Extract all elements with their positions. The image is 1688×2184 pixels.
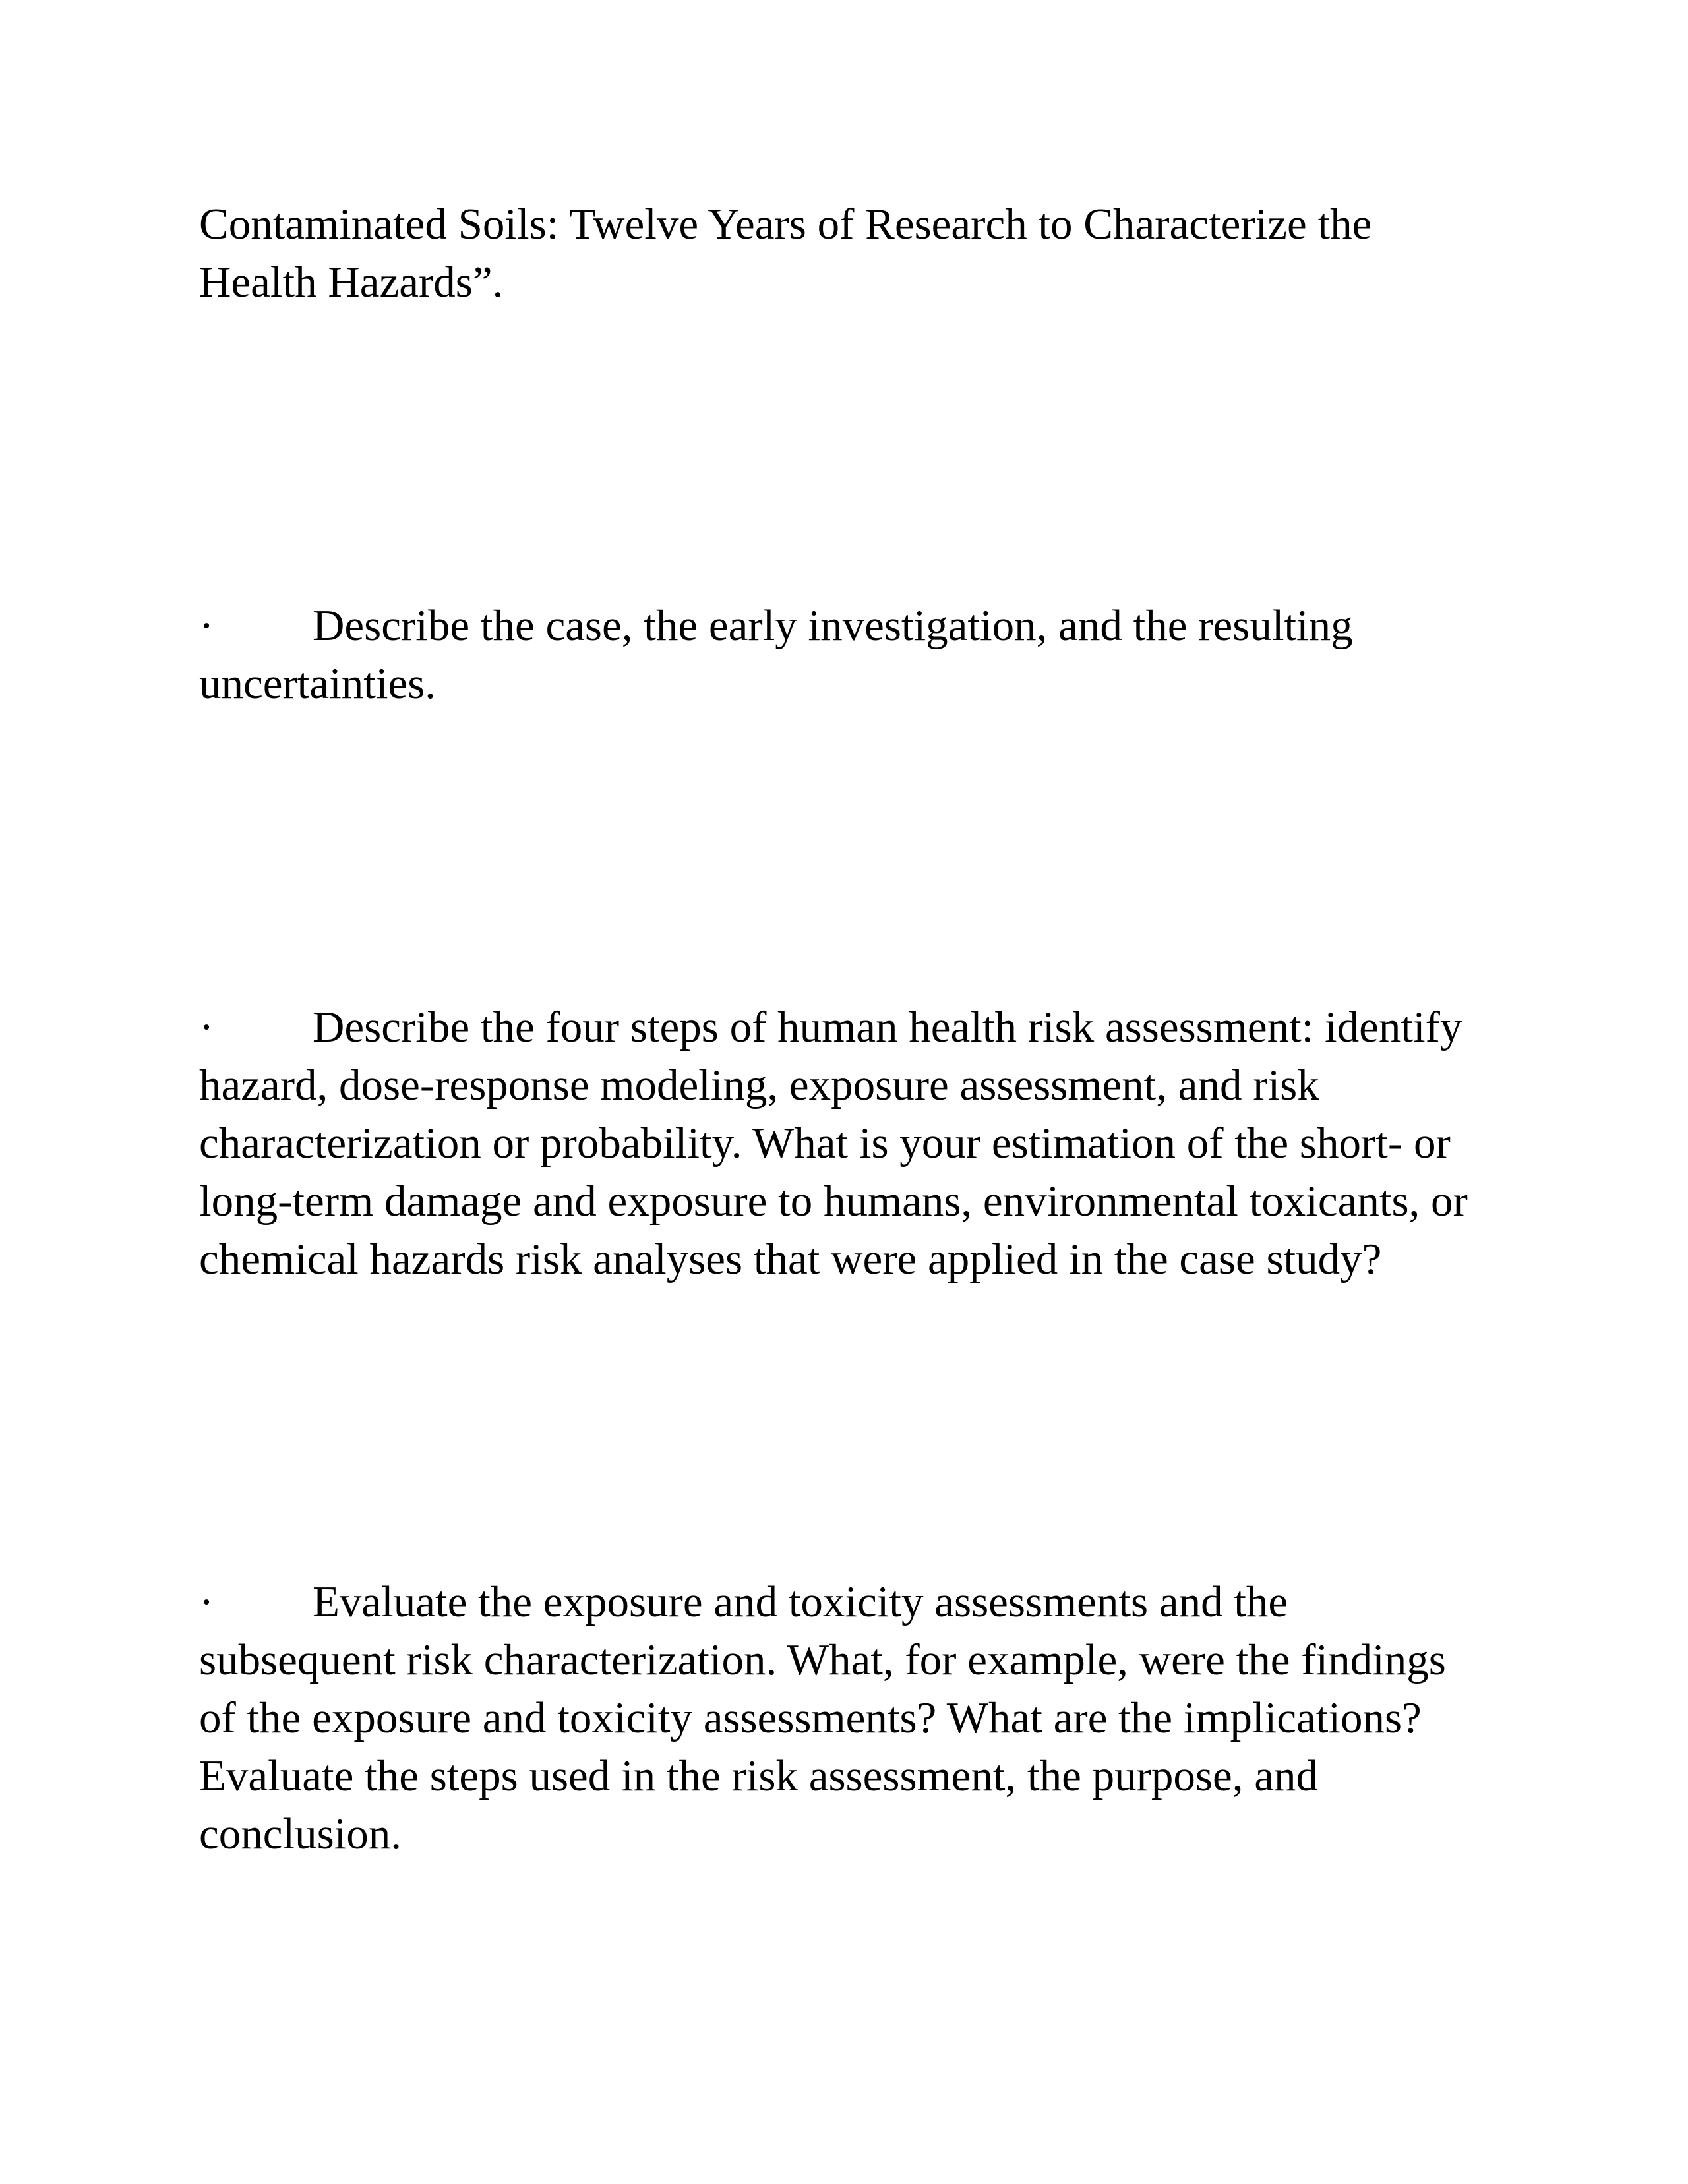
bullet-dot: · [199,601,214,650]
paragraph-line-first [199,998,1518,1056]
paragraph-line: conclusion. [199,1810,402,1858]
paragraph-line: Health Hazards”. [199,258,504,307]
paragraph-line: Contaminated Soils: Twelve Years of Research to Characterize the [199,200,1372,249]
bullet-dot: · [199,1578,214,1626]
paragraph-line: Describe the case, the early investigation, and the resulting [313,601,1353,650]
bullet-paragraph-describe-case [199,597,1518,713]
bullet-paragraph-four-steps [199,998,1518,1288]
title-continuation-paragraph [199,195,1518,311]
paragraph-line: Describe the four steps of human health risk assessment: identify [313,1003,1462,1051]
paragraph-line: Evaluate the exposure and toxicity assessments and the [313,1578,1288,1626]
paragraph-line: long-term damage and exposure to humans, environmental toxicants, or [199,1177,1468,1225]
paragraph-line: Evaluate the steps used in the risk assessment, the purpose, and [199,1752,1318,1800]
paragraph-line: hazard, dose-response modeling, exposure assessment, and risk [199,1061,1319,1109]
bullet-dot: · [199,1003,214,1051]
paragraph-line: of the exposure and toxicity assessments? What are the implications? [199,1694,1422,1742]
paragraph-line: uncertainties. [199,659,437,708]
paragraph-line-first [199,597,1518,655]
paragraph-line-first [199,1573,1518,1631]
bullet-paragraph-evaluate [199,1573,1518,1863]
paragraph-line: chemical hazards risk analyses that were applied in the case study? [199,1235,1382,1284]
paragraph-line: subsequent risk characterization. What, for example, were the findings [199,1636,1446,1684]
paragraph-line: characterization or probability. What is your estimation of the short- or [199,1119,1451,1167]
